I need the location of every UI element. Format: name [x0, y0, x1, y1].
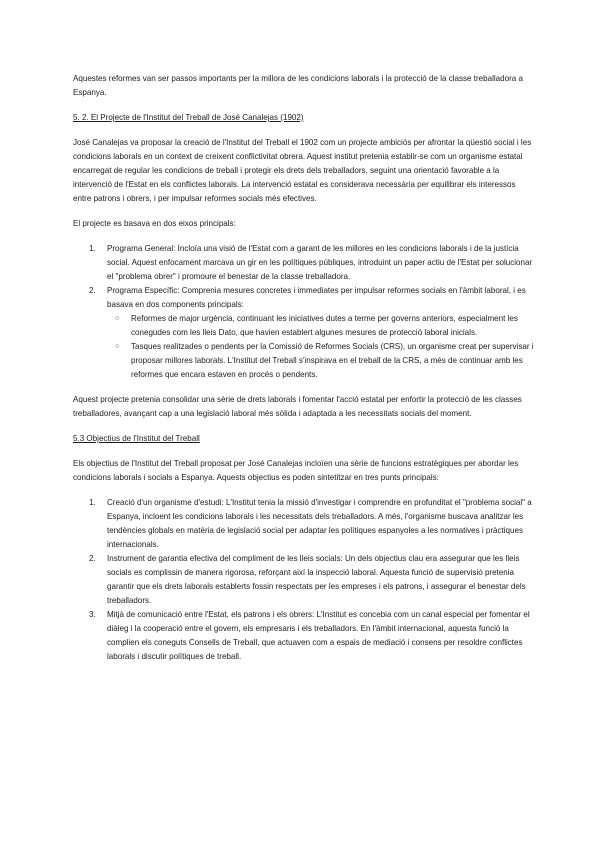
sub-list-item-text: Reformes de major urgència, continuant les iniciatives dutes a terme per governs anteriors, especialment les conegudes com les lleis Dato, que havien establert algunes mesures de protecció laboral inicials. — [131, 314, 518, 337]
list-item-text: Incloïa una visió de l'Estat com a garant de les millores en les condicions laborals i de la justícia social. Aquest enfocament marcava un gir en les polítiques públiques, introduint un paper actiu de l'Estat per solucionar el "problema obrer" i promoure el benestar de la classe treballadora. — [107, 244, 533, 281]
sub-list-item-text: Tasques realitzades o pendents per la Comissió de Reformes Socials (CRS), un organisme creat per supervisar i proposar millores laborals. L'Institut del Treball s'inspirava en el treball de la CRS, a més de continuar amb les reformes que encara estaven en procés o pendents. — [131, 342, 534, 379]
section-5-2-heading: 5. 2. El Projecte de l'Institut del Treball de José Canalejas (1902) — [73, 113, 304, 122]
sub-list-item — [107, 340, 535, 382]
list-item-text: Comprenia mesures concretes i immediates per impulsar reformes socials en l'àmbit laboral, i es basava en dos components principals: — [107, 286, 526, 309]
section-5-3-list — [73, 496, 535, 664]
section-5-2-paragraph-1: José Canalejas va proposar la creació de l'Institut del Treball el 1902 com un projecte ambiciós per afrontar la qüestió social i les condicions laborals en un context de creixent conflictivitat obrera. Aquest institut pretenia establir-se com un organisme estatal encarregat de regular les condicions de treball i protegir els drets dels treballadors, seguint una orientació favorable a la intervenció de l'Estat en els conflictes laborals. La intervenció estatal es considerava necessària per equilibrar els interessos entre patrons i obrers, i per impulsar reformes socials més efectives. — [73, 138, 532, 203]
section-5-2-paragraph-2: El projecte es basava en dos eixos principals: — [73, 219, 236, 228]
list-item-number: 1. — [89, 244, 96, 253]
section-5-2-paragraph-3: Aquest projecte pretenia consolidar una sèrie de drets laborals i fomentar l'acció estatal per enfortir la protecció de les classes treballadores, avançant cap a una legislació laboral més sòlida i adaptada a les necessitats socials del moment. — [73, 395, 522, 418]
list-item — [73, 608, 535, 664]
list-item-label: Programa General: — [107, 244, 176, 253]
circle-bullet-icon: ○ — [115, 343, 120, 350]
list-item — [73, 242, 535, 284]
list-item-label: Programa Específic: — [107, 286, 180, 295]
list-item-label: Mitjà de comunicació entre l'Estat, els patrons i els obrers: — [107, 610, 315, 619]
list-item — [73, 496, 535, 552]
sub-list — [107, 312, 535, 382]
section-5-2-list — [73, 242, 535, 382]
section-5-3-heading: 5.3 Objectius de l'Institut del Treball — [73, 434, 200, 443]
list-item-number: 2. — [89, 286, 96, 295]
list-item-text: L'Institut es concebia com un canal especial per fomentar el diàleg i la cooperació entre el govern, els empresaris i els treballadors. En l'àmbit internacional, aquesta funció la complien els coneguts Consells de Treball, que actuaven com a espais de mediació i consens per resoldre conflictes laborals i discutir polítiques de treball. — [107, 610, 530, 661]
list-item — [73, 284, 535, 382]
section-5-3-paragraph-1: Els objectius de l'Institut del Treball proposat per José Canalejas incloïen una sèrie de funcions estratègiques per abordar les condicions laborals i socials a Espanya. Aquests objectius es poden sintetitzar en tres punts principals: — [73, 459, 519, 482]
list-item-label: Instrument de garantia efectiva del compliment de les lleis socials: — [107, 554, 343, 563]
list-item-text: L'Institut tenia la missió d'investigar i comprendre en profunditat el "problema social" a Espanya, incloent les condicions laborals i les necessitats dels treballadors. A més, l'organisme buscava analitzar les tendències globals en matèria de legislació social per adaptar les polítiques espanyoles a les normatives i pràctiques internacionals. — [107, 498, 532, 549]
list-item-number: 3. — [89, 610, 96, 619]
list-item-text: Un dels objectius clau era assegurar que les lleis socials es complissin de manera rigorosa, reforçant així la inspecció laboral. Aquesta funció de supervisió pretenia garantir que els drets laborals establerts fossin respectats per les empreses i els patrons, i assegurar el benestar dels treballadors. — [107, 554, 526, 605]
list-item — [73, 552, 535, 608]
circle-bullet-icon: ○ — [115, 315, 120, 322]
intro-paragraph: Aquestes reformes van ser passos importants per la millora de les condicions laborals i la protecció de la classe treballadora a Espanya. — [73, 74, 523, 97]
sub-list-item — [107, 312, 535, 340]
list-item-number: 2. — [89, 554, 96, 563]
list-item-label: Creació d'un organisme d'estudi: — [107, 498, 224, 507]
document-body — [73, 72, 535, 664]
list-item-number: 1. — [89, 498, 96, 507]
